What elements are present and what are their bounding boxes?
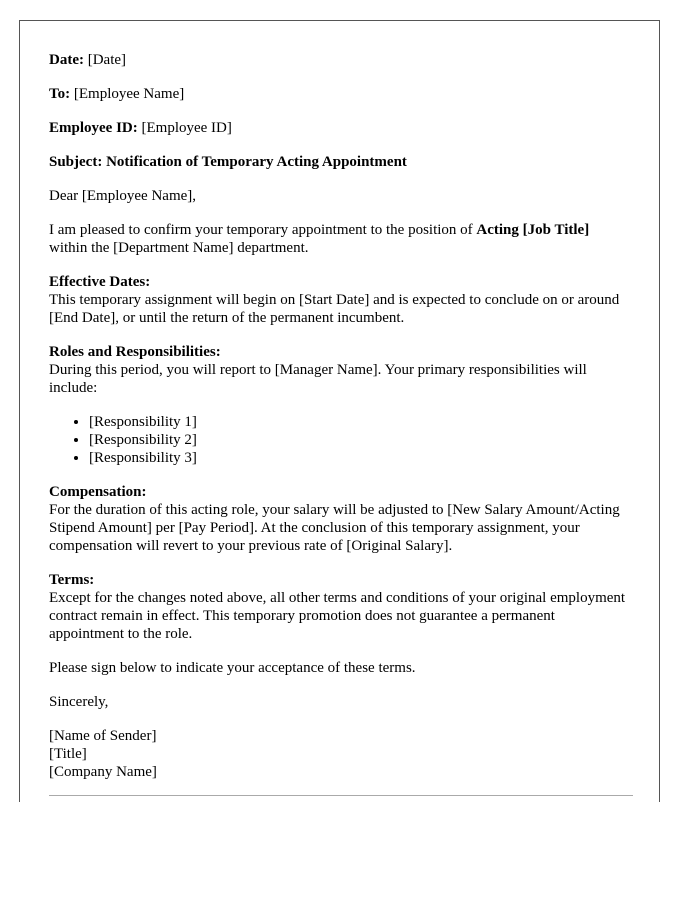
responsibilities-list [49, 413, 630, 467]
signature-divider [49, 795, 633, 796]
employee-id-line [49, 119, 630, 137]
date-line [49, 51, 630, 69]
to-line [49, 85, 630, 103]
compensation-heading: Compensation: [49, 484, 147, 500]
to-label: To: [49, 86, 71, 102]
salutation: Dear [Employee Name], [49, 188, 197, 204]
roles-text: During this period, you will report to [Manager Name]. Your primary responsibilities will include: [49, 362, 587, 396]
employee-id-label: Employee ID: [49, 120, 138, 136]
to-value: [Employee Name] [73, 86, 185, 102]
closing: Sincerely, [49, 694, 109, 710]
intro-paragraph [49, 221, 630, 257]
roles-section [49, 343, 630, 397]
intro-text-end: within the [Department Name] department. [49, 240, 309, 256]
date-label: Date: [49, 52, 84, 68]
date-value: [Date] [87, 52, 127, 68]
job-title: Acting [Job Title] [476, 222, 590, 238]
terms-text: Except for the changes noted above, all other terms and conditions of your original employment contract remain in effect. This temporary promotion does not guarantee a permanent appointment to the role. [49, 590, 626, 642]
employee-id-value: [Employee ID] [141, 120, 232, 136]
effective-dates-text: This temporary assignment will begin on [Start Date] and is expected to conclude on or around [End Date], or until the return of the permanent incumbent. [49, 292, 620, 326]
list-item: • [Responsibility 1] [89, 413, 630, 431]
subject-line: Subject: Notification of Temporary Acting Appointment [49, 154, 407, 170]
letter-page [19, 20, 660, 802]
effective-dates-heading: Effective Dates: [49, 274, 151, 290]
roles-heading: Roles and Responsibilities: [49, 344, 221, 360]
sender-title: [Title] [49, 746, 87, 762]
list-item: • [Responsibility 3] [89, 449, 630, 467]
terms-heading: Terms: [49, 572, 95, 588]
signature-block [49, 727, 630, 781]
list-item: • [Responsibility 2] [89, 431, 630, 449]
compensation-text: For the duration of this acting role, your salary will be adjusted to [New Salary Amount/Acting Stipend Amount] per [Pay Period]. At the conclusion of this temporary assignment, your compensation will revert to your previous rate of [Original Salary]. [49, 502, 620, 554]
effective-dates-section [49, 273, 630, 327]
sign-instruction: Please sign below to indicate your acceptance of these terms. [49, 660, 416, 676]
terms-section [49, 571, 630, 643]
intro-text-start: I am pleased to confirm your temporary appointment to the position of [49, 222, 477, 238]
sender-company: [Company Name] [49, 764, 157, 780]
compensation-section [49, 483, 630, 555]
sender-name: [Name of Sender] [49, 728, 157, 744]
